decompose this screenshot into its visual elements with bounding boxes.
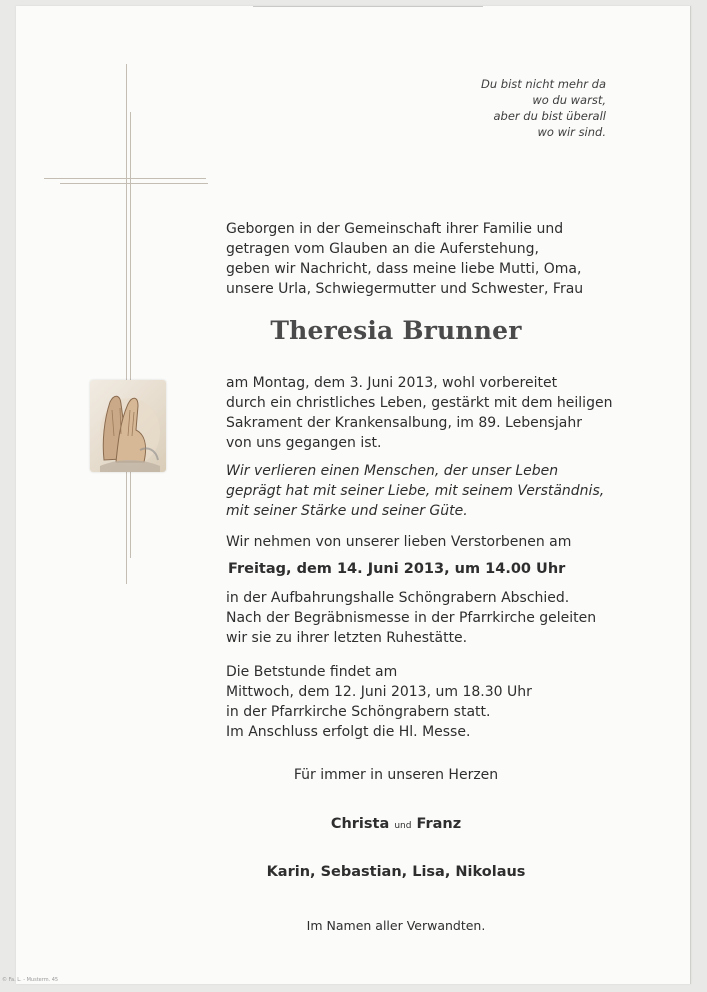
death-notice-paragraph — [226, 373, 656, 453]
death-notice-line: durch ein christliches Leben, gestärkt mit dem heiligen — [226, 395, 613, 411]
verse-line: aber du bist überall — [493, 109, 606, 123]
funeral-date: Freitag, dem 14. Juni 2013, um 14.00 Uhr — [228, 561, 566, 577]
tribute-paragraph — [226, 461, 656, 521]
ceremony-paragraph — [226, 588, 656, 648]
deceased-name: Theresia Brunner — [270, 316, 522, 345]
print-note: © Fa. L. - Musterm. 45 — [2, 977, 59, 983]
prayer-hour-line: in der Pfarrkirche Schöngrabern statt. — [226, 704, 491, 720]
verse-line: wo du warst, — [532, 93, 606, 107]
prayer-hour-paragraph — [226, 662, 656, 742]
mourner-name: Franz — [416, 816, 462, 832]
verse-line: wo wir sind. — [537, 125, 606, 139]
tribute-line: mit seiner Stärke und seiner Güte. — [226, 503, 468, 519]
intro-paragraph — [226, 219, 656, 299]
ceremony-line: in der Aufbahrungshalle Schöngrabern Abschied. — [226, 590, 570, 606]
verse-line: Du bist nicht mehr da — [480, 77, 606, 91]
death-notice-line: Sakrament der Krankensalbung, im 89. Lebensjahr — [226, 415, 582, 431]
closing-line: Für immer in unseren Herzen — [293, 767, 499, 783]
signoff: Im Namen aller Verwandten. — [306, 918, 486, 933]
conjunction: und — [394, 821, 412, 831]
death-notice-line: von uns gegangen ist. — [226, 435, 382, 451]
mourner-name: Christa — [330, 816, 390, 832]
prayer-hour-line: Mittwoch, dem 12. Juni 2013, um 18.30 Uhr — [226, 684, 532, 700]
mourners-children — [226, 816, 566, 832]
tribute-line: Wir verlieren einen Menschen, der unser Leben — [226, 463, 559, 479]
sheet-top-edge — [253, 6, 483, 7]
farewell-intro: Wir nehmen von unserer lieben Verstorbenen am — [226, 534, 572, 550]
prayer-hour-line: Im Anschluss erfolgt die Hl. Messe. — [226, 724, 471, 740]
intro-line: geben wir Nachricht, dass meine liebe Mutti, Oma, — [226, 261, 582, 277]
ceremony-line: wir sie zu ihrer letzten Ruhestätte. — [226, 630, 468, 646]
intro-line: Geborgen in der Gemeinschaft ihrer Familie und — [226, 221, 564, 237]
intro-line: unsere Urla, Schwiegermutter und Schwester, Frau — [226, 281, 584, 297]
verse — [440, 76, 606, 140]
intro-line: getragen vom Glauben an die Auferstehung, — [226, 241, 539, 257]
praying-hands-image — [90, 380, 166, 472]
prayer-hour-line: Die Betstunde findet am — [226, 664, 398, 680]
ceremony-line: Nach der Begräbnismesse in der Pfarrkirche geleiten — [226, 610, 597, 626]
mourners-grandchildren: Karin, Sebastian, Lisa, Nikolaus — [266, 864, 526, 880]
tribute-line: geprägt hat mit seiner Liebe, mit seinem Verständnis, — [226, 483, 605, 499]
death-notice-line: am Montag, dem 3. Juni 2013, wohl vorbereitet — [226, 375, 558, 391]
